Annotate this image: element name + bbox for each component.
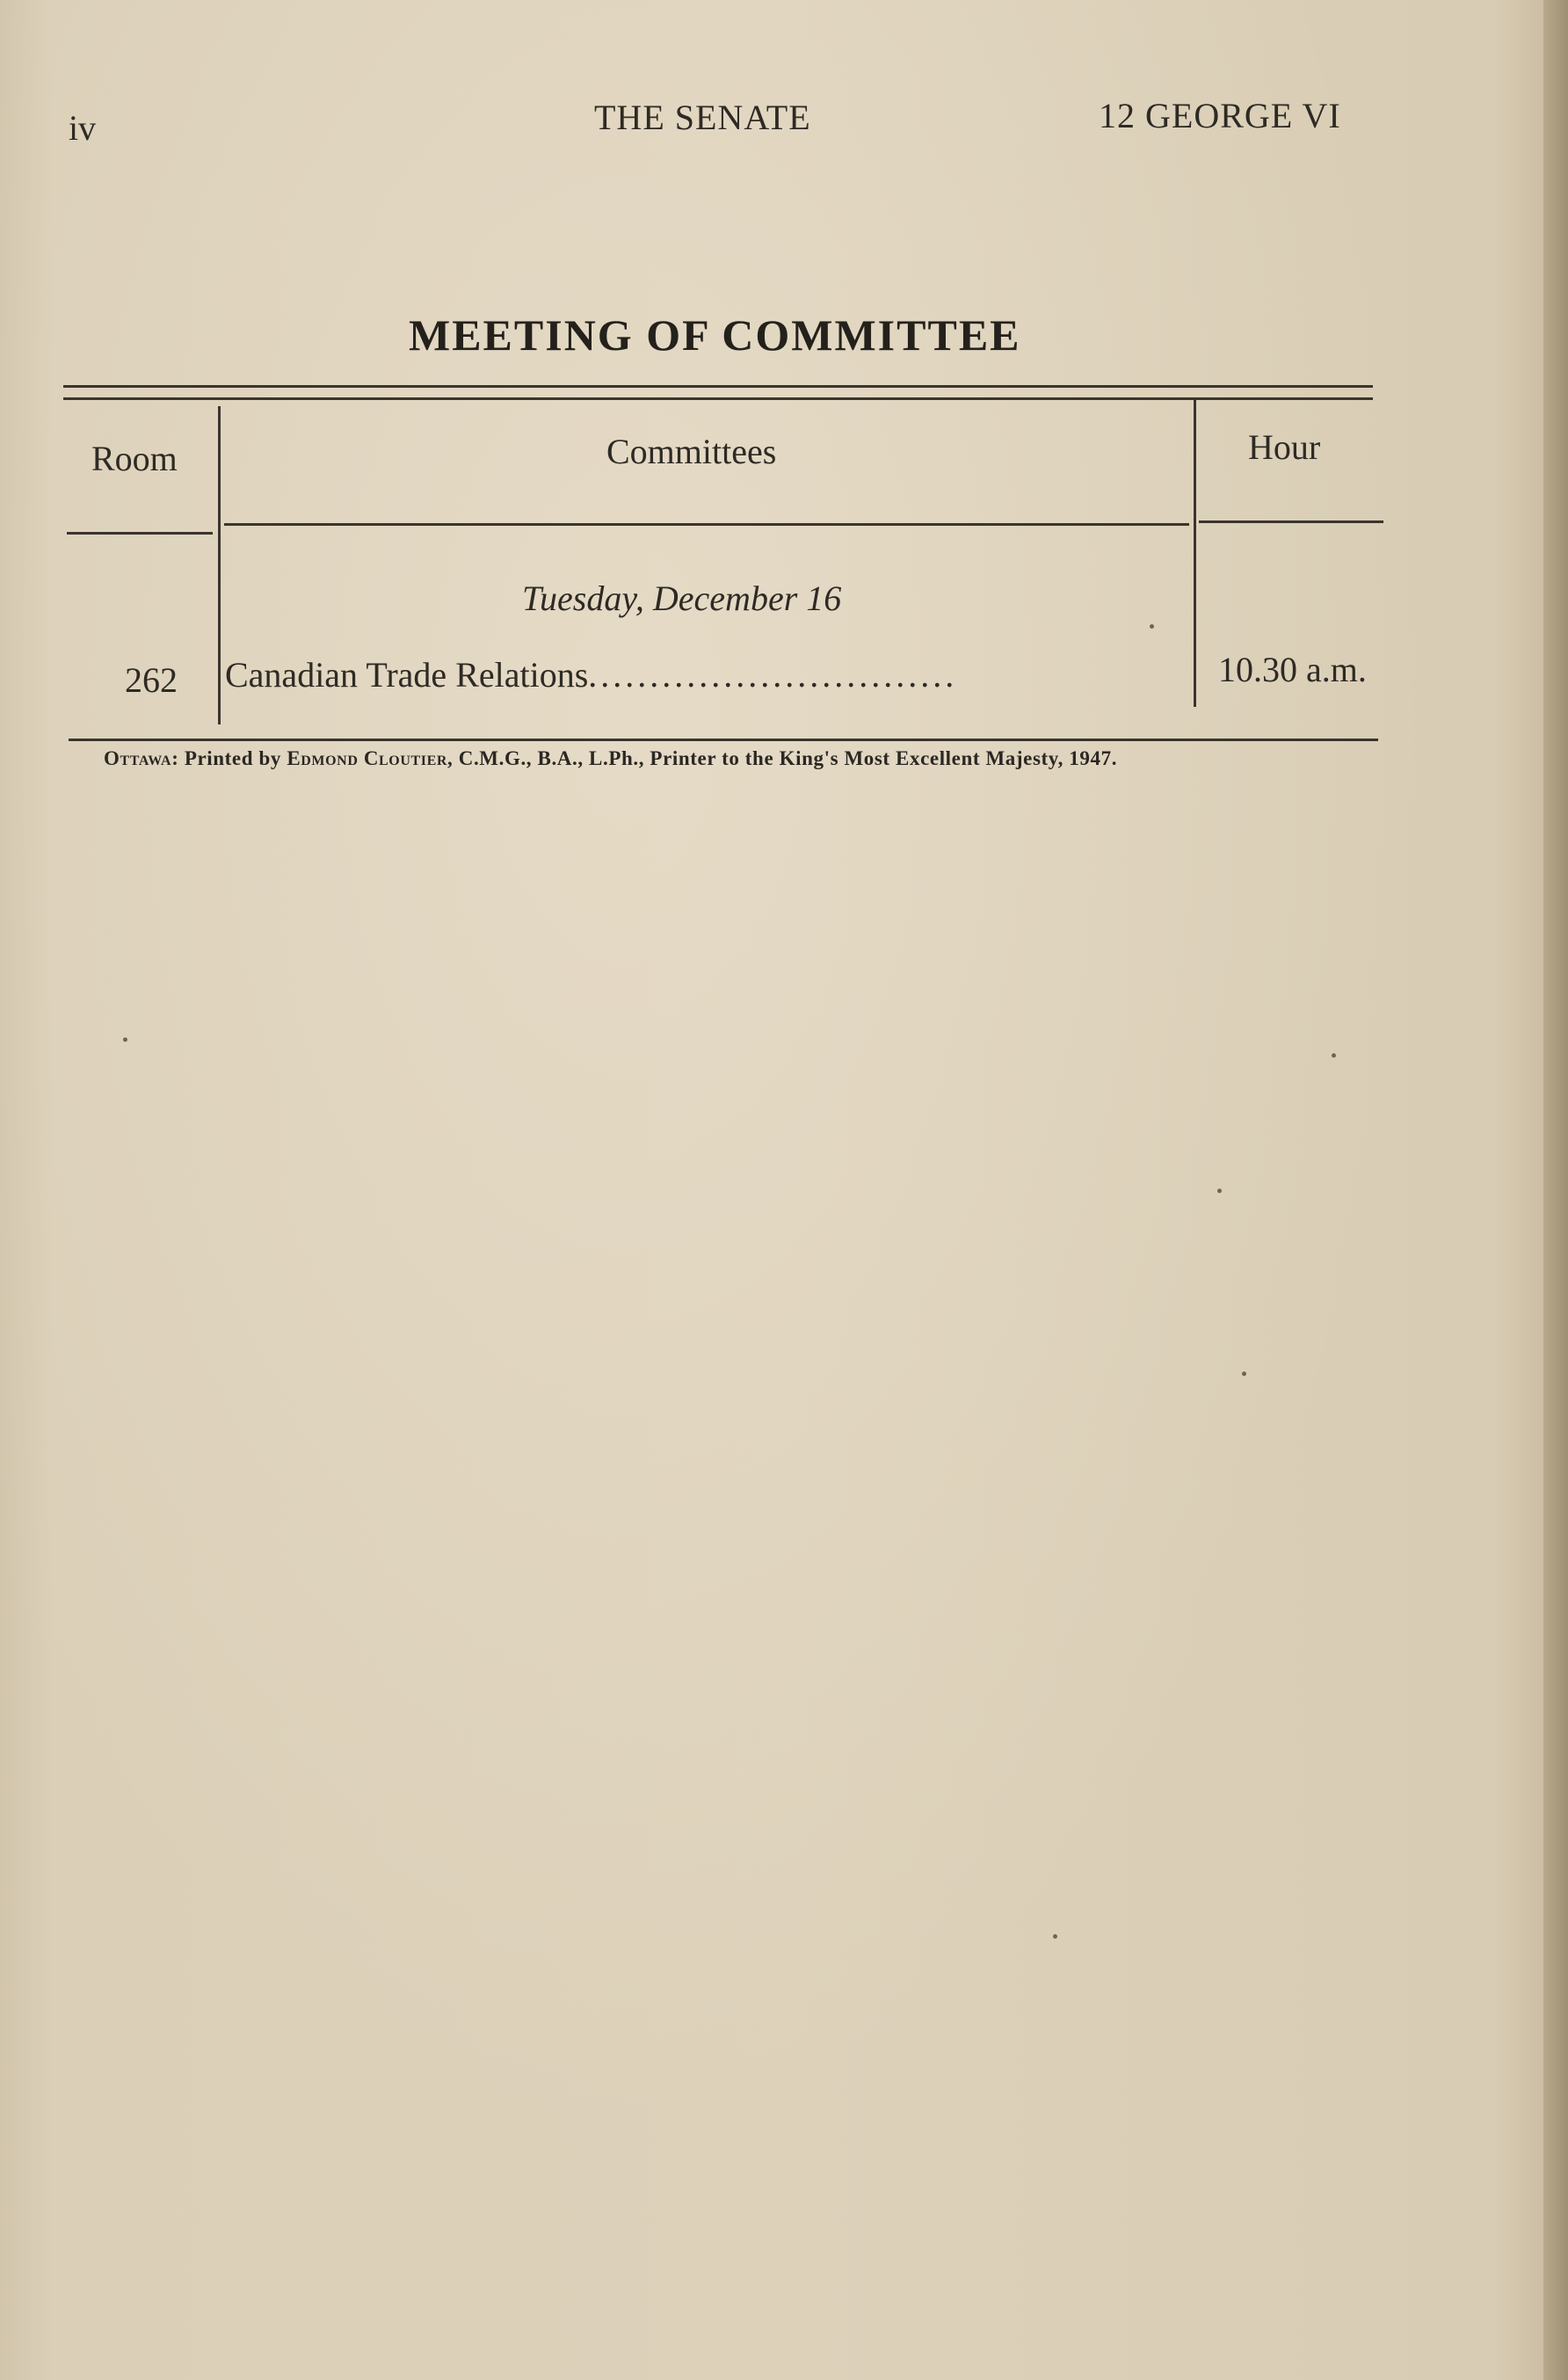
header-rule-hour <box>1199 520 1383 523</box>
header-rule-room <box>67 532 213 535</box>
meeting-hour: 10.30 a.m. <box>1218 650 1367 689</box>
header-rule-committees <box>224 523 1189 526</box>
page-heading: MEETING OF COMMITTEE <box>409 310 1021 360</box>
meeting-date: Tuesday, December 16 <box>522 579 842 618</box>
page-spine-edge <box>1543 0 1568 2380</box>
imprint-city: Ottawa <box>104 747 172 769</box>
column-divider-room <box>218 406 221 724</box>
running-title: THE SENATE <box>594 98 811 137</box>
table-top-rule-inner <box>63 397 1373 400</box>
table-top-rule <box>63 385 1373 388</box>
paper-speck <box>1053 1934 1057 1939</box>
committee-name-cell <box>225 654 1190 695</box>
column-divider-hour <box>1194 397 1196 707</box>
column-header-hour: Hour <box>1248 427 1321 467</box>
committee-name: Canadian Trade Relations <box>225 655 589 695</box>
table-bottom-rule <box>69 739 1378 741</box>
column-header-room: Room <box>91 439 178 478</box>
paper-speck <box>123 1037 127 1042</box>
session-label: 12 GEORGE VI <box>1099 96 1341 135</box>
paper-speck <box>1217 1189 1222 1193</box>
page-number: iv <box>69 108 97 148</box>
imprint-details: , C.M.G., B.A., L.Ph., Printer to the King's Most Excellent Majesty, 1947. <box>447 747 1118 769</box>
paper-speck <box>1150 624 1154 629</box>
paper-speck <box>1332 1053 1336 1058</box>
printer-imprint <box>104 747 1117 770</box>
imprint-printed-by: : Printed by <box>171 747 287 769</box>
paper-speck <box>1242 1372 1246 1376</box>
dot-leader: .............................. <box>588 655 958 695</box>
room-number: 262 <box>125 660 178 700</box>
column-header-committees: Committees <box>606 432 777 471</box>
imprint-printer-name: Edmond Cloutier <box>287 747 448 769</box>
